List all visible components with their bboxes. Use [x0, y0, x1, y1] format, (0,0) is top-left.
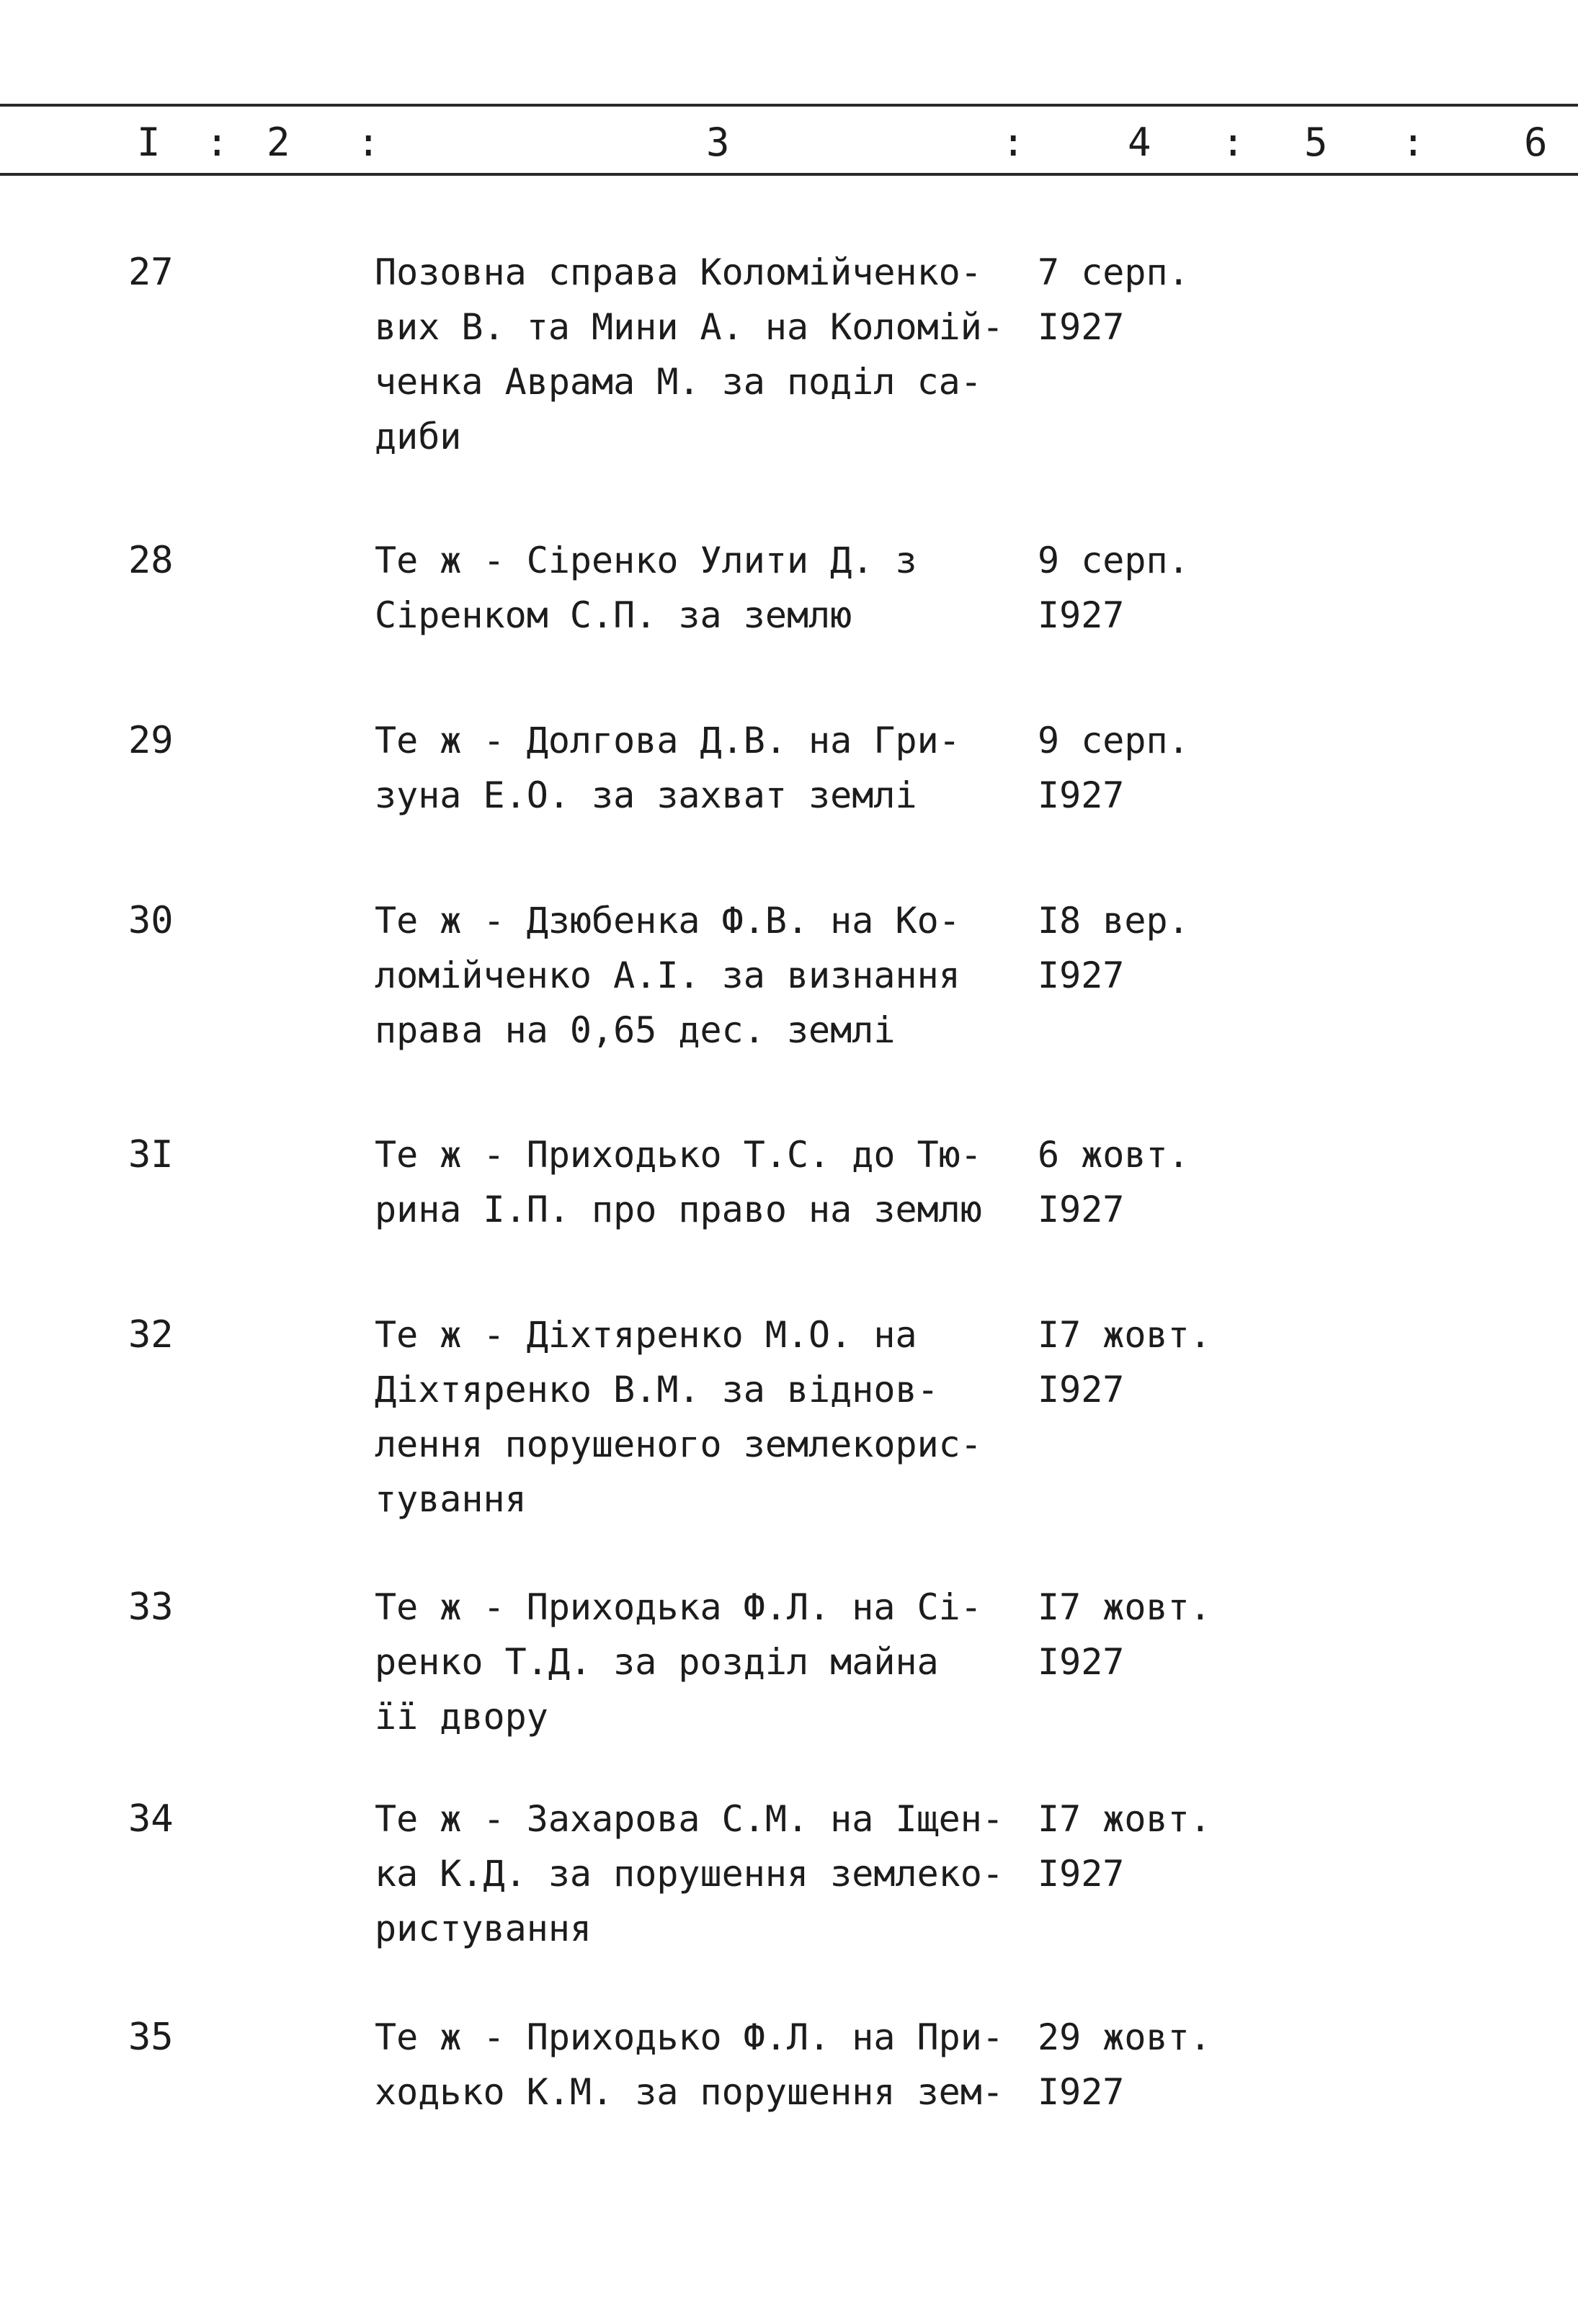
- row-date: I7 жовт. I927: [1038, 1798, 1211, 1895]
- row-number: 34: [128, 1797, 174, 1841]
- row-description: Позовна справа Коломійченко- вих В. та Мини А. на Коломій- ченка Аврама М. за поділ са- диби: [375, 251, 1004, 457]
- row-number: 29: [128, 719, 174, 762]
- row-description: Те ж - Захарова С.М. на Іщен- ка К.Д. за порушення землеко- ристування: [375, 1798, 1004, 1949]
- row-date: I8 вер. I927: [1038, 900, 1190, 996]
- header-col-1: I: [137, 120, 161, 165]
- row-number: 33: [128, 1586, 174, 1629]
- row-description: Те ж - Приходько Ф.Л. на При- ходько К.М. за порушення зем-: [375, 2016, 1004, 2113]
- row-date: 6 жовт. I927: [1038, 1134, 1190, 1230]
- row-number: 28: [128, 539, 174, 582]
- row-number: 3I: [128, 1133, 174, 1176]
- row-description: Те ж - Сіренко Улити Д. з Сіренком С.П. за землю: [375, 540, 917, 636]
- row-number: 30: [128, 899, 174, 942]
- header-separator: :: [1002, 120, 1025, 165]
- row-date: I7 жовт. I927: [1038, 1586, 1211, 1683]
- row-number: 35: [128, 2016, 174, 2059]
- row-date: 9 серп. I927: [1038, 720, 1190, 816]
- header-col-5: 5: [1304, 120, 1328, 165]
- row-number: 32: [128, 1313, 174, 1357]
- row-date: I7 жовт. I927: [1038, 1314, 1211, 1411]
- row-description: Те ж - Приходька Ф.Л. на Сі- ренко Т.Д. за розділ майна її двору: [375, 1586, 982, 1738]
- header-col-2: 2: [267, 120, 290, 165]
- row-date: 29 жовт. I927: [1038, 2016, 1211, 2113]
- row-date: 9 серп. I927: [1038, 540, 1190, 636]
- row-number: 27: [128, 251, 174, 294]
- row-description: Те ж - Приходько Т.С. до Тю- рина І.П. про право на землю: [375, 1134, 982, 1230]
- row-description: Те ж - Дзюбенка Ф.В. на Ко- ломійченко А.І. за визнання права на 0,65 дес. землі: [375, 900, 960, 1051]
- row-description: Те ж - Діхтяренко М.О. на Діхтяренко В.М. за віднов- лення порушеного землекорис- тування: [375, 1314, 982, 1520]
- header-separator: :: [205, 120, 229, 165]
- header-separator: :: [1221, 120, 1245, 165]
- header-col-4: 4: [1128, 120, 1151, 165]
- header-bottom-rule: [0, 173, 1578, 176]
- header-separator: :: [357, 120, 380, 165]
- row-description: Те ж - Долгова Д.В. на Гри- зуна Е.О. за захват землі: [375, 720, 960, 816]
- row-date: 7 серп. I927: [1038, 251, 1190, 348]
- header-col-6: 6: [1524, 120, 1548, 165]
- header-col-3: 3: [706, 120, 730, 165]
- header-separator: :: [1401, 120, 1425, 165]
- header-top-rule: [0, 104, 1578, 107]
